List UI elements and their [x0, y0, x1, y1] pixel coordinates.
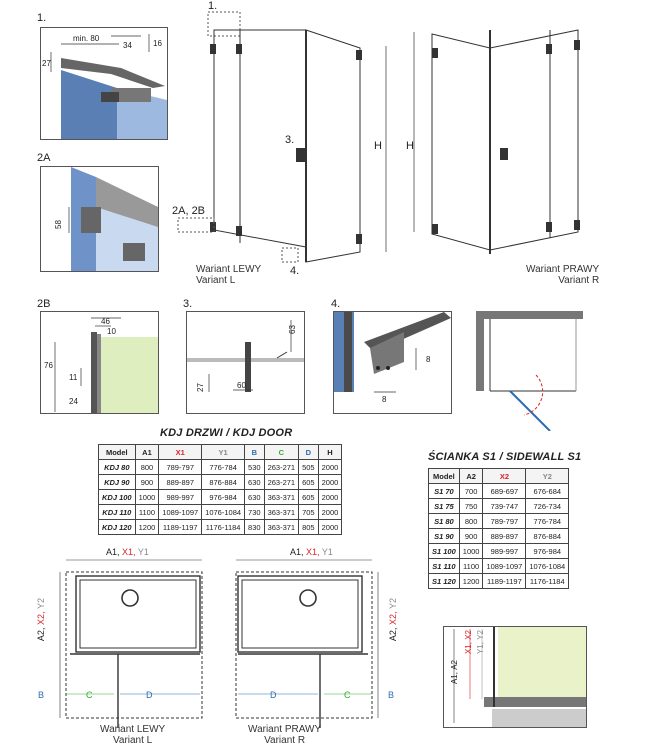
kdj-header-h: H — [318, 445, 342, 460]
side-detail-a1: A1, — [450, 672, 459, 685]
kdj-table-title: KDJ DRZWI / KDJ DOOR — [160, 427, 293, 439]
cell: 363-371 — [264, 505, 299, 520]
callout-4: 4. — [290, 265, 300, 277]
detail-1-drawing — [41, 28, 167, 139]
plan-left-caption — [100, 724, 165, 746]
cell: 2000 — [318, 460, 342, 475]
plan-left-x2: X2, — [36, 611, 46, 626]
dim-min80: min. 80 — [73, 34, 100, 43]
dim-8b: 8 — [382, 395, 387, 404]
side-detail-a2: A2 — [450, 660, 459, 670]
kdj-table — [98, 444, 342, 535]
dim-24: 24 — [69, 397, 78, 406]
cell: 776-784 — [202, 460, 245, 475]
plan-right-drawing — [226, 558, 402, 730]
plan-right-a1: A1, — [290, 547, 304, 557]
cell: 605 — [299, 490, 319, 505]
door-swing-drawing — [476, 311, 583, 431]
cell: 1000 — [135, 490, 159, 505]
cell: 726-734 — [526, 499, 569, 514]
plan-right-depth-label — [388, 598, 398, 641]
cell: S1 80 — [429, 514, 460, 529]
detail-2a-drawing — [41, 167, 158, 271]
kdj-header-x1: X1 — [159, 445, 202, 460]
cell: 900 — [135, 475, 159, 490]
cell: 789-797 — [159, 460, 202, 475]
side-detail-y2: Y2 — [476, 630, 485, 640]
cell: 1100 — [135, 505, 159, 520]
s1-table — [428, 468, 569, 589]
cell: 363-371 — [264, 490, 299, 505]
side-detail-x-label — [464, 630, 473, 654]
variant-right-pl: Wariant PRAWY — [526, 264, 600, 275]
side-detail-y1: Y1, — [476, 642, 485, 655]
cell: 830 — [245, 520, 265, 535]
cell: 800 — [459, 514, 483, 529]
cell: 876-884 — [526, 529, 569, 544]
detail-4-label: 4. — [331, 298, 341, 310]
plan-right-x2: X2, — [388, 611, 398, 626]
plan-right-d: D — [270, 690, 277, 700]
plan-right-a2: A2, — [388, 627, 398, 642]
table-row — [429, 544, 569, 559]
dim-16: 16 — [153, 39, 162, 48]
cell: 1200 — [135, 520, 159, 535]
dim-34: 34 — [123, 41, 132, 50]
detail-2b-drawing — [41, 312, 158, 413]
callout-1: 1. — [208, 0, 218, 12]
plan-left-drawing — [40, 558, 220, 730]
cell: S1 70 — [429, 484, 460, 499]
cell: 976-984 — [202, 490, 245, 505]
cell: 776-784 — [526, 514, 569, 529]
plan-left-a1: A1, — [106, 547, 120, 557]
variant-left-en: Variant L — [196, 275, 236, 286]
cell: 530 — [245, 460, 265, 475]
cell: 1176-1184 — [526, 574, 569, 589]
plan-left-width-label — [106, 547, 149, 557]
dim-46: 46 — [101, 317, 110, 326]
cell: 889-897 — [483, 529, 526, 544]
kdj-header-y1: Y1 — [202, 445, 245, 460]
cell: 976-984 — [526, 544, 569, 559]
cell: 876-884 — [202, 475, 245, 490]
dim-27b: 27 — [196, 383, 205, 392]
cell: 705 — [299, 505, 319, 520]
table-row — [99, 520, 342, 535]
cell: KDJ 120 — [99, 520, 136, 535]
cell: KDJ 100 — [99, 490, 136, 505]
cell: 1100 — [459, 559, 483, 574]
plan-right-width-label — [290, 547, 333, 557]
cell: 1089-1097 — [159, 505, 202, 520]
height-label-left: H — [374, 140, 382, 152]
plan-right-c: C — [344, 690, 351, 700]
cell: KDJ 110 — [99, 505, 136, 520]
plan-right-b: B — [388, 690, 395, 700]
variant-left-caption — [196, 264, 261, 286]
cell: 605 — [299, 475, 319, 490]
kdj-header-c: C — [264, 445, 299, 460]
detail-4-box — [333, 311, 452, 414]
s1-header-x2: X2 — [483, 469, 526, 484]
table-row — [429, 559, 569, 574]
plan-right-v2: Variant R — [264, 735, 306, 746]
kdj-header-d: D — [299, 445, 319, 460]
table-row — [429, 514, 569, 529]
detail-1-box — [40, 27, 168, 140]
cell: 2000 — [318, 505, 342, 520]
kdj-header-row — [99, 445, 342, 460]
side-detail-a-label — [450, 660, 459, 684]
cell: KDJ 90 — [99, 475, 136, 490]
dim-76: 76 — [44, 361, 53, 370]
cell: 630 — [245, 475, 265, 490]
kdj-header-a1: A1 — [135, 445, 159, 460]
table-row — [99, 490, 342, 505]
cell: 1076-1084 — [202, 505, 245, 520]
detail-2b-label: 2B — [37, 298, 51, 310]
plan-right-y1: Y1 — [321, 547, 333, 557]
kdj-header-b: B — [245, 445, 265, 460]
cell: 1000 — [459, 544, 483, 559]
plan-left-y1: Y1 — [137, 547, 149, 557]
cell: S1 90 — [429, 529, 460, 544]
dim-11: 11 — [69, 373, 78, 382]
detail-3-box — [186, 311, 305, 414]
side-detail-x2: X2 — [464, 630, 473, 640]
side-detail-y-label — [476, 630, 485, 654]
plan-left-b: B — [38, 690, 45, 700]
cell: 676-684 — [526, 484, 569, 499]
s1-header-y2: Y2 — [526, 469, 569, 484]
plan-left-d: D — [146, 690, 153, 700]
height-label-right: H — [406, 140, 414, 152]
cell: 900 — [459, 529, 483, 544]
s1-header-row — [429, 469, 569, 484]
detail-4-drawing — [334, 312, 451, 413]
plan-left-v2: Variant L — [112, 735, 153, 746]
detail-3-drawing — [187, 312, 304, 413]
variant-left-pl: Wariant LEWY — [196, 264, 262, 275]
cell: 630 — [245, 490, 265, 505]
plan-left-y2: Y2 — [36, 598, 46, 610]
cell: 789-797 — [483, 514, 526, 529]
table-row — [99, 460, 342, 475]
cell: KDJ 80 — [99, 460, 136, 475]
cell: 1089-1097 — [483, 559, 526, 574]
variant-right-caption — [526, 264, 599, 286]
cell: 989-997 — [159, 490, 202, 505]
plan-right-v1: Wariant PRAWY — [248, 724, 322, 735]
dim-8a: 8 — [426, 355, 431, 364]
detail-2b-box — [40, 311, 159, 414]
cell: S1 75 — [429, 499, 460, 514]
plan-left-x1: X1, — [122, 547, 136, 557]
s1-header-a2: A2 — [459, 469, 483, 484]
detail-3-label: 3. — [183, 298, 193, 310]
cell: 263-271 — [264, 460, 299, 475]
plan-right-x1: X1, — [306, 547, 320, 557]
plan-right-y2: Y2 — [388, 598, 398, 610]
cell: 739-747 — [483, 499, 526, 514]
cell: 2000 — [318, 490, 342, 505]
cell: 1076-1084 — [526, 559, 569, 574]
plan-left-v1: Wariant LEWY — [100, 724, 166, 735]
cell: S1 100 — [429, 544, 460, 559]
cell: 800 — [135, 460, 159, 475]
dim-27: 27 — [42, 59, 51, 68]
plan-left-a2: A2, — [36, 627, 46, 642]
table-row — [429, 529, 569, 544]
detail-2a-label: 2A — [37, 152, 51, 164]
s1-table-title: ŚCIANKA S1 / SIDEWALL S1 — [428, 451, 582, 463]
table-row — [429, 484, 569, 499]
side-detail-x1: X1, — [464, 642, 473, 655]
cell: 750 — [459, 499, 483, 514]
dim-60: 60 — [237, 381, 246, 390]
callout-3: 3. — [285, 134, 295, 146]
cell: 805 — [299, 520, 319, 535]
table-row — [99, 475, 342, 490]
cell: 1189-1197 — [159, 520, 202, 535]
plan-left-c: C — [86, 690, 93, 700]
cell: 505 — [299, 460, 319, 475]
cell: 1189-1197 — [483, 574, 526, 589]
detail-1-label: 1. — [37, 12, 47, 24]
dim-58: 58 — [54, 220, 63, 229]
cell: 689-697 — [483, 484, 526, 499]
cell: S1 120 — [429, 574, 460, 589]
dim-63: 63 — [288, 325, 297, 334]
cell: 1176-1184 — [202, 520, 245, 535]
door-swing-detail — [476, 311, 583, 431]
cell: 2000 — [318, 475, 342, 490]
cell: S1 110 — [429, 559, 460, 574]
kdj-header-model: Model — [99, 445, 136, 460]
cell: 363-371 — [264, 520, 299, 535]
detail-2a-box — [40, 166, 159, 272]
cell: 700 — [459, 484, 483, 499]
cell: 730 — [245, 505, 265, 520]
cell: 263-271 — [264, 475, 299, 490]
plan-right-caption — [248, 724, 321, 746]
variant-right-en: Variant R — [558, 275, 600, 286]
plan-left-depth-label — [36, 598, 46, 641]
cell: 989-997 — [483, 544, 526, 559]
dim-10: 10 — [107, 327, 116, 336]
table-row — [429, 574, 569, 589]
cell: 2000 — [318, 520, 342, 535]
table-row — [99, 505, 342, 520]
cell: 889-897 — [159, 475, 202, 490]
s1-header-model: Model — [429, 469, 460, 484]
callout-2a-2b: 2A, 2B — [172, 205, 206, 217]
table-row — [429, 499, 569, 514]
cell: 1200 — [459, 574, 483, 589]
